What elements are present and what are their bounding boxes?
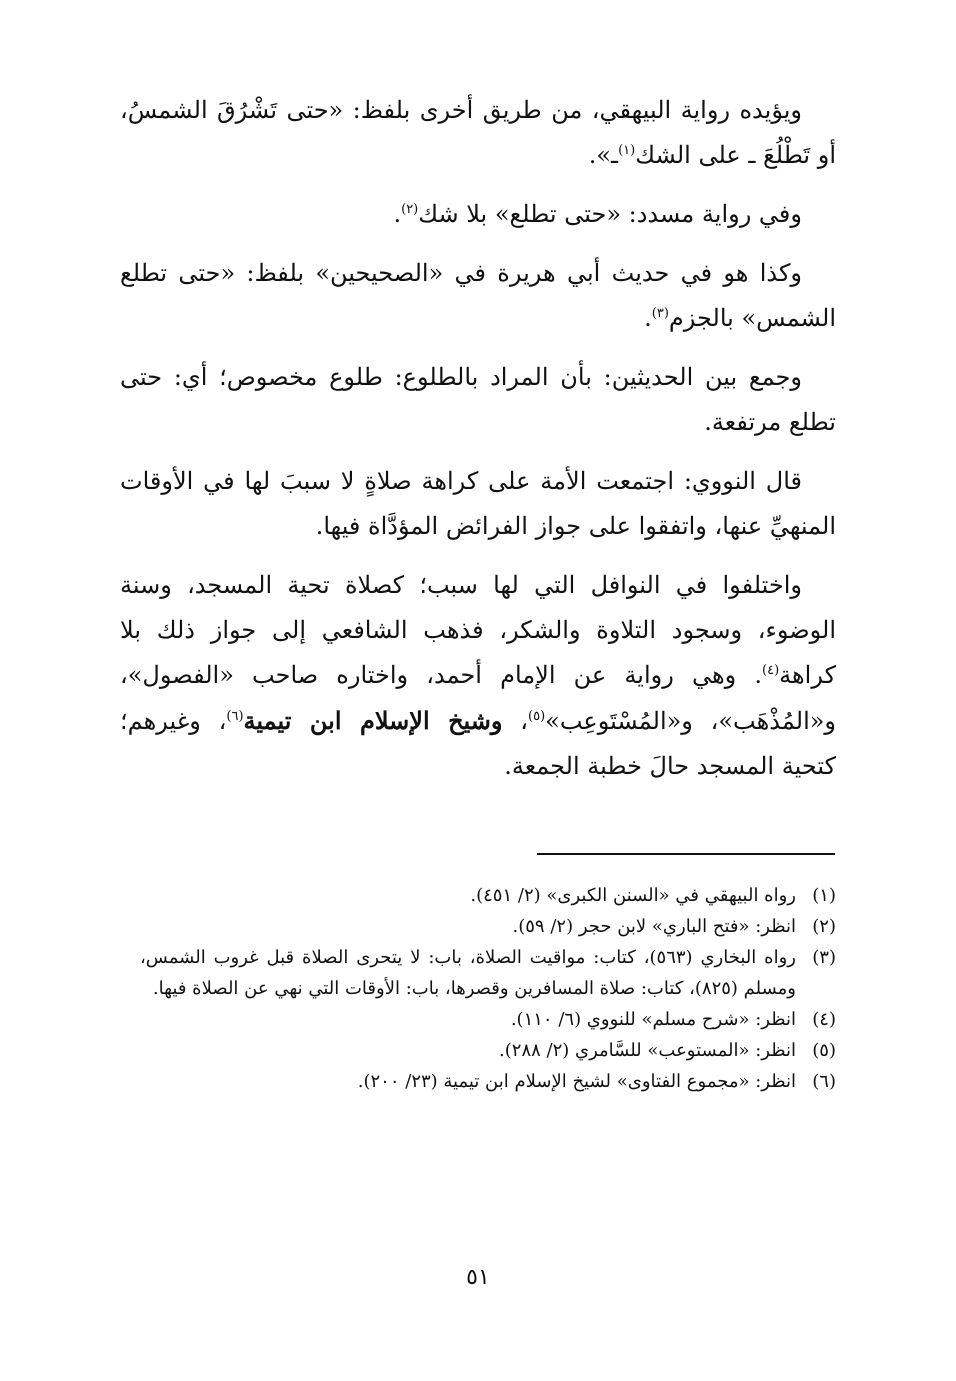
footnote-number: (٥) (812, 1040, 836, 1061)
text-run: . (644, 304, 652, 332)
footnote-number: (٦) (812, 1071, 836, 1092)
footnote-text: انظر: «المستوعب» للسَّامري (٢/ ٢٨٨). (499, 1040, 796, 1061)
main-text (120, 88, 836, 803)
footnote-text: رواه البخاري (٥٦٣)، كتاب: مواقيت الصلاة، باب: لا يتحرى الصلاة قبل غروب الشمس، ومسلم (٨٢٥)، كتاب: صلاة المسافرين وقصرها، باب: الأوقات التي نهي عن الصلاة فيها. (140, 947, 796, 999)
footnote-number: (٢) (812, 916, 836, 937)
footnotes (140, 880, 836, 1097)
footnote-number: (٣) (812, 947, 836, 968)
text-run: ، (502, 707, 528, 735)
text-run: وجمع بين الحديثين: بأن المراد بالطلوع: طلوع مخصوص؛ أي: حتى تطلع مرتفعة. (120, 363, 836, 436)
footnote-ref: (٦) (226, 709, 244, 724)
bold-name: وشيخ الإسلام ابن تيمية (243, 706, 503, 735)
text-run: واختلفوا في النوافل التي لها سبب؛ كصلاة تحية المسجد، وسنة الوضوء، وسجود التلاوة والشكر، فذهب الشافعي إلى جواز ذلك بلا كراهة (120, 571, 836, 689)
footnote (140, 1035, 836, 1066)
page-number: ٥١ (466, 1265, 490, 1290)
text-run: وكذا هو في حديث أبي هريرة في «الصحيحين» بلفظ: «حتى تطلع الشمس» بالجزم (120, 259, 836, 332)
footnote-ref: (٥) (528, 709, 546, 724)
paragraph (120, 192, 836, 237)
footnote-text: انظر: «فتح الباري» لابن حجر (٢/ ٥٩). (512, 916, 796, 937)
footnote (140, 880, 836, 911)
footnote-ref: (١) (618, 143, 636, 158)
text-run: ـ». (588, 141, 619, 169)
text-run: قال النووي: اجتمعت الأمة على كراهة صلاةٍ لا سببَ لها في الأوقات المنهيِّ عنها، واتفقوا على جواز الفرائض المؤدَّاة فيها. (120, 467, 836, 540)
footnote (140, 911, 836, 942)
text-run: . وهي رواية عن الإمام أحمد، واختاره صاحب «الفصول»، و«المُذْهَب»، و«المُسْتَوعِب» (120, 661, 837, 735)
paragraph (120, 355, 836, 445)
text-run: ، وغيرهم؛ كتحية المسجد حالَ خطبة الجمعة. (120, 707, 836, 780)
footnote-ref: (٣) (651, 306, 669, 321)
footnote-text: انظر: «شرح مسلم» للنووي (٦/ ١١٠). (510, 1009, 796, 1030)
footnote-text: رواه البيهقي في «السنن الكبرى» (٢/ ٤٥١). (470, 885, 796, 906)
footnote-ref: (٤) (762, 663, 780, 678)
footnote-number: (١) (812, 885, 836, 906)
footnote-divider (537, 853, 835, 855)
paragraph (120, 88, 836, 178)
text-run: ويؤيده رواية البيهقي، من طريق أخرى بلفظ: «حتى تَشْرُقَ الشمسُ، أو تَطْلُعَ ـ على الشك (120, 96, 836, 169)
paragraph (120, 459, 836, 549)
footnote (140, 942, 836, 1004)
footnote-number: (٤) (812, 1009, 836, 1030)
paragraph (120, 563, 836, 789)
text-run: وفي رواية مسدد: «حتى تطلع» بلا شك (418, 200, 802, 228)
footnote-text: انظر: «مجموع الفتاوى» لشيخ الإسلام ابن تيمية (٢٣/ ٢٠٠). (357, 1071, 796, 1092)
footnote (140, 1004, 836, 1035)
text-run: . (393, 200, 402, 228)
footnote-ref: (٢) (401, 202, 419, 217)
paragraph (120, 251, 836, 341)
footnote (140, 1066, 836, 1097)
